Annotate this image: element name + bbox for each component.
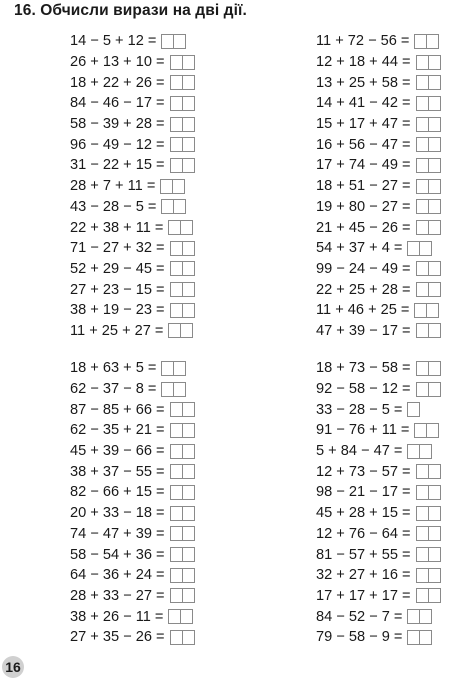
expression-row	[70, 72, 270, 93]
expression-text: 74 − 47 + 39 =	[70, 525, 165, 542]
expression-text: 5 + 84 − 47 =	[316, 443, 403, 460]
expression-block-top-right	[316, 31, 465, 341]
expression-text: 54 + 37 + 4 =	[316, 240, 403, 257]
expression-text: 91 − 76 + 11 =	[316, 422, 410, 439]
answer-cells	[170, 75, 195, 90]
answer-cell[interactable]	[426, 303, 439, 318]
answer-cell[interactable]	[428, 526, 441, 541]
expression-row	[316, 399, 465, 420]
expression-text: 18 + 22 + 26 =	[70, 74, 165, 91]
expression-row	[70, 482, 270, 503]
answer-cells	[168, 323, 193, 338]
answer-cells	[170, 506, 195, 521]
answer-cell[interactable]	[428, 117, 441, 132]
expression-text: 31 − 22 + 15 =	[70, 157, 165, 174]
expression-row	[70, 399, 270, 420]
answer-cell[interactable]	[419, 241, 432, 256]
answer-cells	[170, 526, 195, 541]
expression-text: 64 − 36 + 24 =	[70, 567, 165, 584]
expression-row	[70, 176, 270, 197]
answer-cells	[416, 261, 441, 276]
expression-text: 14 + 41 − 42 =	[316, 95, 411, 112]
expression-row	[70, 358, 270, 379]
expression-block-bottom-right	[316, 358, 465, 648]
expression-text: 38 + 26 − 11 =	[70, 608, 164, 625]
answer-cells	[170, 303, 195, 318]
answer-cells	[170, 241, 195, 256]
expression-text: 20 + 33 − 18 =	[70, 505, 165, 522]
answer-cells	[416, 485, 441, 500]
expression-text: 79 − 58 − 9 =	[316, 629, 403, 646]
expression-text: 11 + 72 − 56 =	[316, 33, 410, 50]
expression-text: 26 + 13 + 10 =	[70, 54, 165, 71]
expression-row	[316, 627, 465, 648]
expression-text: 58 − 39 + 28 =	[70, 116, 165, 133]
answer-cell[interactable]	[182, 526, 195, 541]
answer-cells	[170, 117, 195, 132]
answer-cells	[416, 220, 441, 235]
answer-cell[interactable]	[428, 547, 441, 562]
answer-cell[interactable]	[407, 402, 420, 417]
page-number-badge	[2, 656, 24, 678]
expression-row	[70, 503, 270, 524]
expression-row	[316, 321, 465, 342]
answer-cells	[416, 323, 441, 338]
answer-cell[interactable]	[419, 444, 432, 459]
answer-cells	[170, 547, 195, 562]
expression-text: 12 + 76 − 64 =	[316, 525, 411, 542]
answer-cell[interactable]	[428, 220, 441, 235]
expression-text: 38 + 37 − 55 =	[70, 463, 165, 480]
answer-cells	[161, 199, 186, 214]
answer-cells	[416, 382, 441, 397]
answer-cells	[161, 361, 186, 376]
expression-row	[70, 321, 270, 342]
expression-row	[316, 503, 465, 524]
answer-cells	[170, 444, 195, 459]
answer-cells	[416, 526, 441, 541]
expression-row	[70, 279, 270, 300]
answer-cell[interactable]	[182, 158, 195, 173]
answer-cells	[407, 630, 432, 645]
answer-cells	[414, 303, 439, 318]
answer-cells	[414, 423, 439, 438]
answer-cell[interactable]	[428, 382, 441, 397]
answer-cell[interactable]	[182, 282, 195, 297]
answer-cell[interactable]	[172, 179, 185, 194]
answer-cell[interactable]	[182, 117, 195, 132]
expression-row	[316, 279, 465, 300]
answer-cells	[416, 75, 441, 90]
answer-cells	[407, 444, 432, 459]
expression-text: 38 + 19 − 23 =	[70, 302, 165, 319]
answer-cells	[416, 282, 441, 297]
answer-cell[interactable]	[428, 179, 441, 194]
expression-text: 17 + 17 + 17 =	[316, 587, 411, 604]
answer-cell[interactable]	[428, 588, 441, 603]
expression-text: 81 − 57 + 55 =	[316, 546, 411, 563]
expression-text: 87 − 85 + 66 =	[70, 401, 165, 418]
expression-text: 28 + 7 + 11 =	[70, 178, 156, 195]
answer-cell[interactable]	[428, 323, 441, 338]
expression-block-top-left	[70, 31, 270, 341]
answer-cell[interactable]	[428, 55, 441, 70]
expression-text: 84 − 46 − 17 =	[70, 95, 165, 112]
expression-row	[70, 217, 270, 238]
expression-row	[316, 72, 465, 93]
expression-text: 11 + 25 + 27 =	[70, 322, 164, 339]
expression-row	[70, 379, 270, 400]
expression-row	[316, 461, 465, 482]
expression-row	[316, 441, 465, 462]
expression-row	[316, 93, 465, 114]
answer-cell[interactable]	[428, 199, 441, 214]
expression-text: 52 + 29 − 45 =	[70, 260, 165, 277]
answer-cells	[170, 96, 195, 111]
expression-text: 18 + 63 + 5 =	[70, 360, 157, 377]
answer-cells	[170, 485, 195, 500]
expression-text: 32 + 27 + 16 =	[316, 567, 411, 584]
expression-row	[316, 155, 465, 176]
answer-cell[interactable]	[182, 402, 195, 417]
expression-row	[70, 155, 270, 176]
answer-cells	[416, 179, 441, 194]
expression-row	[70, 420, 270, 441]
answer-cells	[160, 179, 185, 194]
answer-cell[interactable]	[428, 361, 441, 376]
expression-text: 12 + 73 − 57 =	[316, 463, 411, 480]
expression-text: 45 + 28 + 15 =	[316, 505, 411, 522]
task-title: 16. Обчисли вирази на дві дії.	[14, 2, 247, 19]
answer-cells	[416, 547, 441, 562]
answer-cell[interactable]	[428, 158, 441, 173]
expression-row	[316, 358, 465, 379]
answer-cells	[170, 137, 195, 152]
expression-row	[70, 565, 270, 586]
answer-cells	[414, 34, 439, 49]
answer-cell[interactable]	[182, 547, 195, 562]
expression-row	[70, 544, 270, 565]
answer-cells	[416, 117, 441, 132]
expression-text: 18 + 73 − 58 =	[316, 360, 411, 377]
answer-cells	[161, 34, 186, 49]
answer-cell[interactable]	[426, 423, 439, 438]
expression-text: 27 + 35 − 26 =	[70, 629, 165, 646]
expression-row	[316, 217, 465, 238]
answer-cell[interactable]	[182, 588, 195, 603]
answer-cells	[407, 402, 420, 417]
answer-cell[interactable]	[428, 506, 441, 521]
expression-text: 62 − 37 − 8 =	[70, 381, 157, 398]
expression-row	[70, 114, 270, 135]
expression-row	[70, 238, 270, 259]
answer-cells	[170, 630, 195, 645]
expression-text: 58 − 54 + 36 =	[70, 546, 165, 563]
expression-row	[70, 524, 270, 545]
expression-text: 84 − 52 − 7 =	[316, 608, 403, 625]
answer-cells	[170, 568, 195, 583]
answer-cell[interactable]	[173, 34, 186, 49]
expression-text: 27 + 23 − 15 =	[70, 281, 165, 298]
expression-row	[316, 379, 465, 400]
expression-row	[70, 52, 270, 73]
expression-text: 16 + 56 − 47 =	[316, 136, 411, 153]
answer-cell[interactable]	[428, 485, 441, 500]
answer-cells	[416, 464, 441, 479]
answer-cells	[170, 588, 195, 603]
expression-row	[316, 114, 465, 135]
answer-cell[interactable]	[182, 506, 195, 521]
answer-cell[interactable]	[419, 630, 432, 645]
answer-cell[interactable]	[428, 75, 441, 90]
answer-cell[interactable]	[428, 282, 441, 297]
answer-cell[interactable]	[428, 464, 441, 479]
expression-text: 92 − 58 − 12 =	[316, 381, 411, 398]
expression-row	[316, 606, 465, 627]
expression-row	[70, 31, 270, 52]
answer-cells	[170, 158, 195, 173]
expression-row	[316, 586, 465, 607]
expression-text: 13 + 25 + 58 =	[316, 74, 411, 91]
answer-cells	[161, 382, 186, 397]
answer-cell[interactable]	[182, 241, 195, 256]
answer-cells	[416, 361, 441, 376]
expression-text: 22 + 25 + 28 =	[316, 281, 411, 298]
expression-text: 12 + 18 + 44 =	[316, 54, 411, 71]
expression-row	[316, 259, 465, 280]
expression-text: 11 + 46 + 25 =	[316, 302, 410, 319]
expression-row	[316, 134, 465, 155]
answer-cell[interactable]	[419, 609, 432, 624]
expression-row	[316, 52, 465, 73]
expression-text: 33 − 28 − 5 =	[316, 401, 403, 418]
answer-cell[interactable]	[182, 261, 195, 276]
answer-cells	[170, 55, 195, 70]
expression-row	[70, 606, 270, 627]
expression-row	[316, 544, 465, 565]
answer-cells	[416, 568, 441, 583]
expression-text: 47 + 39 − 17 =	[316, 322, 411, 339]
expression-text: 43 − 28 − 5 =	[70, 198, 157, 215]
answer-cell[interactable]	[428, 568, 441, 583]
answer-cells	[416, 199, 441, 214]
expression-row	[70, 461, 270, 482]
expression-row	[316, 238, 465, 259]
expression-text: 82 − 66 + 15 =	[70, 484, 165, 501]
expression-row	[70, 441, 270, 462]
expression-text: 15 + 17 + 47 =	[316, 116, 411, 133]
expression-text: 21 + 45 − 26 =	[316, 219, 411, 236]
answer-cell[interactable]	[428, 96, 441, 111]
expression-text: 14 − 5 + 12 =	[70, 33, 157, 50]
answer-cells	[170, 464, 195, 479]
expression-row	[316, 482, 465, 503]
answer-cells	[407, 241, 432, 256]
answer-cells	[170, 402, 195, 417]
answer-cell[interactable]	[182, 423, 195, 438]
expression-row	[316, 300, 465, 321]
answer-cell[interactable]	[182, 96, 195, 111]
answer-cell[interactable]	[173, 199, 186, 214]
expression-text: 19 + 80 − 27 =	[316, 198, 411, 215]
answer-cells	[170, 423, 195, 438]
answer-cell[interactable]	[426, 34, 439, 49]
expression-text: 96 − 49 − 12 =	[70, 136, 165, 153]
answer-cell[interactable]	[182, 303, 195, 318]
expression-row	[316, 176, 465, 197]
expression-row	[316, 524, 465, 545]
expression-row	[316, 420, 465, 441]
expression-text: 45 + 39 − 66 =	[70, 443, 165, 460]
answer-cell[interactable]	[182, 55, 195, 70]
expression-row	[70, 197, 270, 218]
answer-cell[interactable]	[182, 75, 195, 90]
answer-cell[interactable]	[182, 568, 195, 583]
expression-text: 71 − 27 + 32 =	[70, 240, 165, 257]
answer-cell[interactable]	[180, 609, 193, 624]
answer-cell[interactable]	[428, 137, 441, 152]
answer-cells	[416, 96, 441, 111]
expression-row	[70, 134, 270, 155]
answer-cell[interactable]	[182, 485, 195, 500]
answer-cell[interactable]	[180, 323, 193, 338]
answer-cell[interactable]	[180, 220, 193, 235]
expression-text: 18 + 51 − 27 =	[316, 178, 411, 195]
expression-text: 62 − 35 + 21 =	[70, 422, 165, 439]
expression-row	[70, 300, 270, 321]
answer-cells	[168, 609, 193, 624]
expression-text: 98 − 21 − 17 =	[316, 484, 411, 501]
expression-row	[316, 31, 465, 52]
answer-cell[interactable]	[173, 382, 186, 397]
answer-cells	[407, 609, 432, 624]
answer-cell[interactable]	[173, 361, 186, 376]
answer-cell[interactable]	[182, 464, 195, 479]
page-number: 16	[5, 659, 21, 675]
expression-row	[316, 197, 465, 218]
answer-cells	[416, 55, 441, 70]
expression-text: 28 + 33 − 27 =	[70, 587, 165, 604]
answer-cells	[416, 137, 441, 152]
expression-row	[70, 93, 270, 114]
expression-block-bottom-left	[70, 358, 270, 648]
expression-text: 17 + 74 − 49 =	[316, 157, 411, 174]
expression-row	[316, 565, 465, 586]
expression-row	[70, 259, 270, 280]
answer-cells	[416, 158, 441, 173]
answer-cells	[170, 261, 195, 276]
answer-cell[interactable]	[428, 261, 441, 276]
answer-cell[interactable]	[182, 444, 195, 459]
answer-cells	[170, 282, 195, 297]
expression-row	[70, 627, 270, 648]
expression-row	[70, 586, 270, 607]
answer-cell[interactable]	[182, 630, 195, 645]
answer-cells	[416, 588, 441, 603]
answer-cells	[416, 506, 441, 521]
answer-cell[interactable]	[182, 137, 195, 152]
answer-cells	[168, 220, 193, 235]
expression-text: 22 + 38 + 11 =	[70, 219, 164, 236]
expression-text: 99 − 24 − 49 =	[316, 260, 411, 277]
